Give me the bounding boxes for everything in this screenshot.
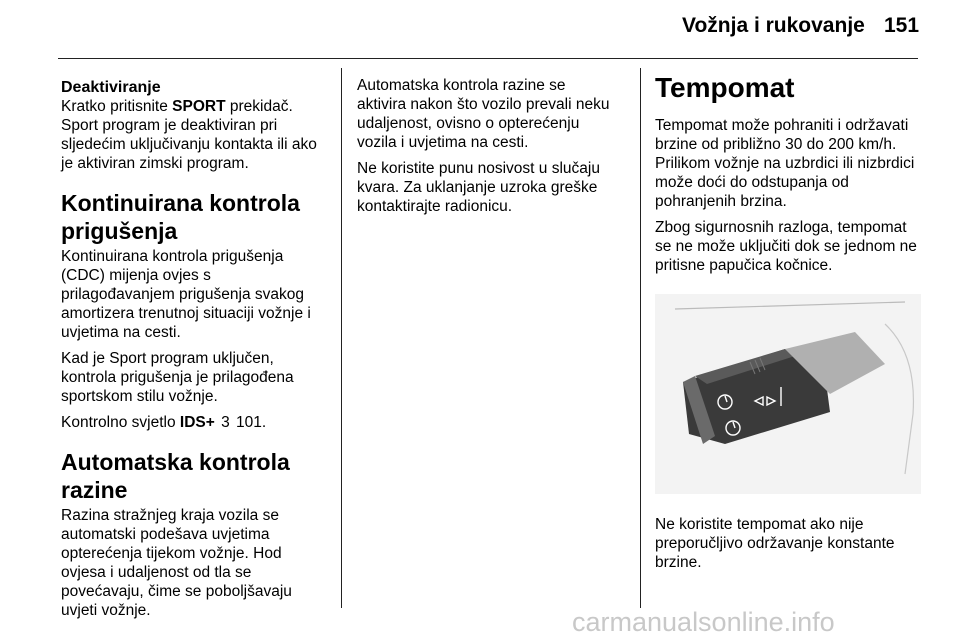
column-1	[61, 68, 333, 627]
paragraph-cdc-3	[61, 413, 333, 432]
paragraph-auto-level: Razina stražnjeg kraja vozila se automatski podešava uvjetima opterećenja tijekom vožnje. Hod ovjesa i udaljenost od tla se povećavaju, čime se poboljšavaju uvjeti vožnje.	[61, 507, 292, 619]
cruise-control-lever-illustration	[655, 294, 921, 494]
column-divider-2	[640, 68, 641, 608]
column-2	[357, 68, 629, 223]
sport-button-label: SPORT	[172, 98, 226, 115]
page-ref-arrow-icon: 3	[221, 414, 230, 431]
text-run: prekidač. Sport program je deaktiviran pri sljedećim uključivanju kontakta ili ako je aktiviran zimski program.	[61, 98, 317, 172]
column-3	[655, 68, 925, 579]
text-run: Kontrolno svjetlo	[61, 414, 180, 431]
paragraph-deaktiviranje	[61, 97, 333, 173]
paragraph-fault: Ne koristite punu nosivost u slučaju kvara. Za uklanjanje uzroka greške kontaktirajte radionicu.	[357, 160, 600, 215]
ids-label: IDS+	[179, 414, 215, 431]
paragraph-tempomat-2: Zbog sigurnosnih razloga, tempomat se ne može uključiti dok se jednom ne pritisne papučica kočnice.	[655, 219, 917, 274]
paragraph-cdc-1: Kontinuirana kontrola prigušenja (CDC) mijenja ovjes s prilagođavanjem prigušenja svakog amortizera trenutnoj situaciji vožnje i uvjetima na cesti.	[61, 248, 311, 341]
paragraph-cdc-2: Kad je Sport program uključen, kontrola prigušenja je prilagođena sportskom stilu vožnje.	[61, 350, 294, 405]
paragraph-tempomat-1: Tempomat može pohraniti i održavati brzine od približno 30 do 200 km/h. Prilikom vožnje na uzbrdici ili nizbrdici može doći do odstupanja od pohranjenih brzina.	[655, 117, 915, 210]
paragraph-auto-level-2: Automatska kontrola razine se aktivira nakon što vozilo prevali neku udaljenost, ovisno o opterećenju vozila i uvjetima na cesti.	[357, 77, 610, 151]
header-rule	[58, 58, 918, 59]
header-title: Vožnja i rukovanje	[682, 14, 865, 37]
watermark: carmanualsonline.info	[572, 607, 835, 637]
heading-auto-level: Automatska kontrola razine	[61, 449, 290, 503]
subheading-deaktiviranje: Deaktiviranje	[61, 79, 161, 96]
text-run: Kratko pritisnite	[61, 98, 173, 115]
page-number: 151	[884, 14, 920, 37]
page-ref-number: 101.	[231, 414, 267, 431]
paragraph-tempomat-3: Ne koristite tempomat ako nije preporučljivo održavanje konstante brzine.	[655, 516, 895, 571]
heading-tempomat: Tempomat	[655, 72, 795, 103]
column-divider-1	[341, 68, 342, 608]
heading-cdc: Kontinuirana kontrola prigušenja	[61, 190, 300, 244]
